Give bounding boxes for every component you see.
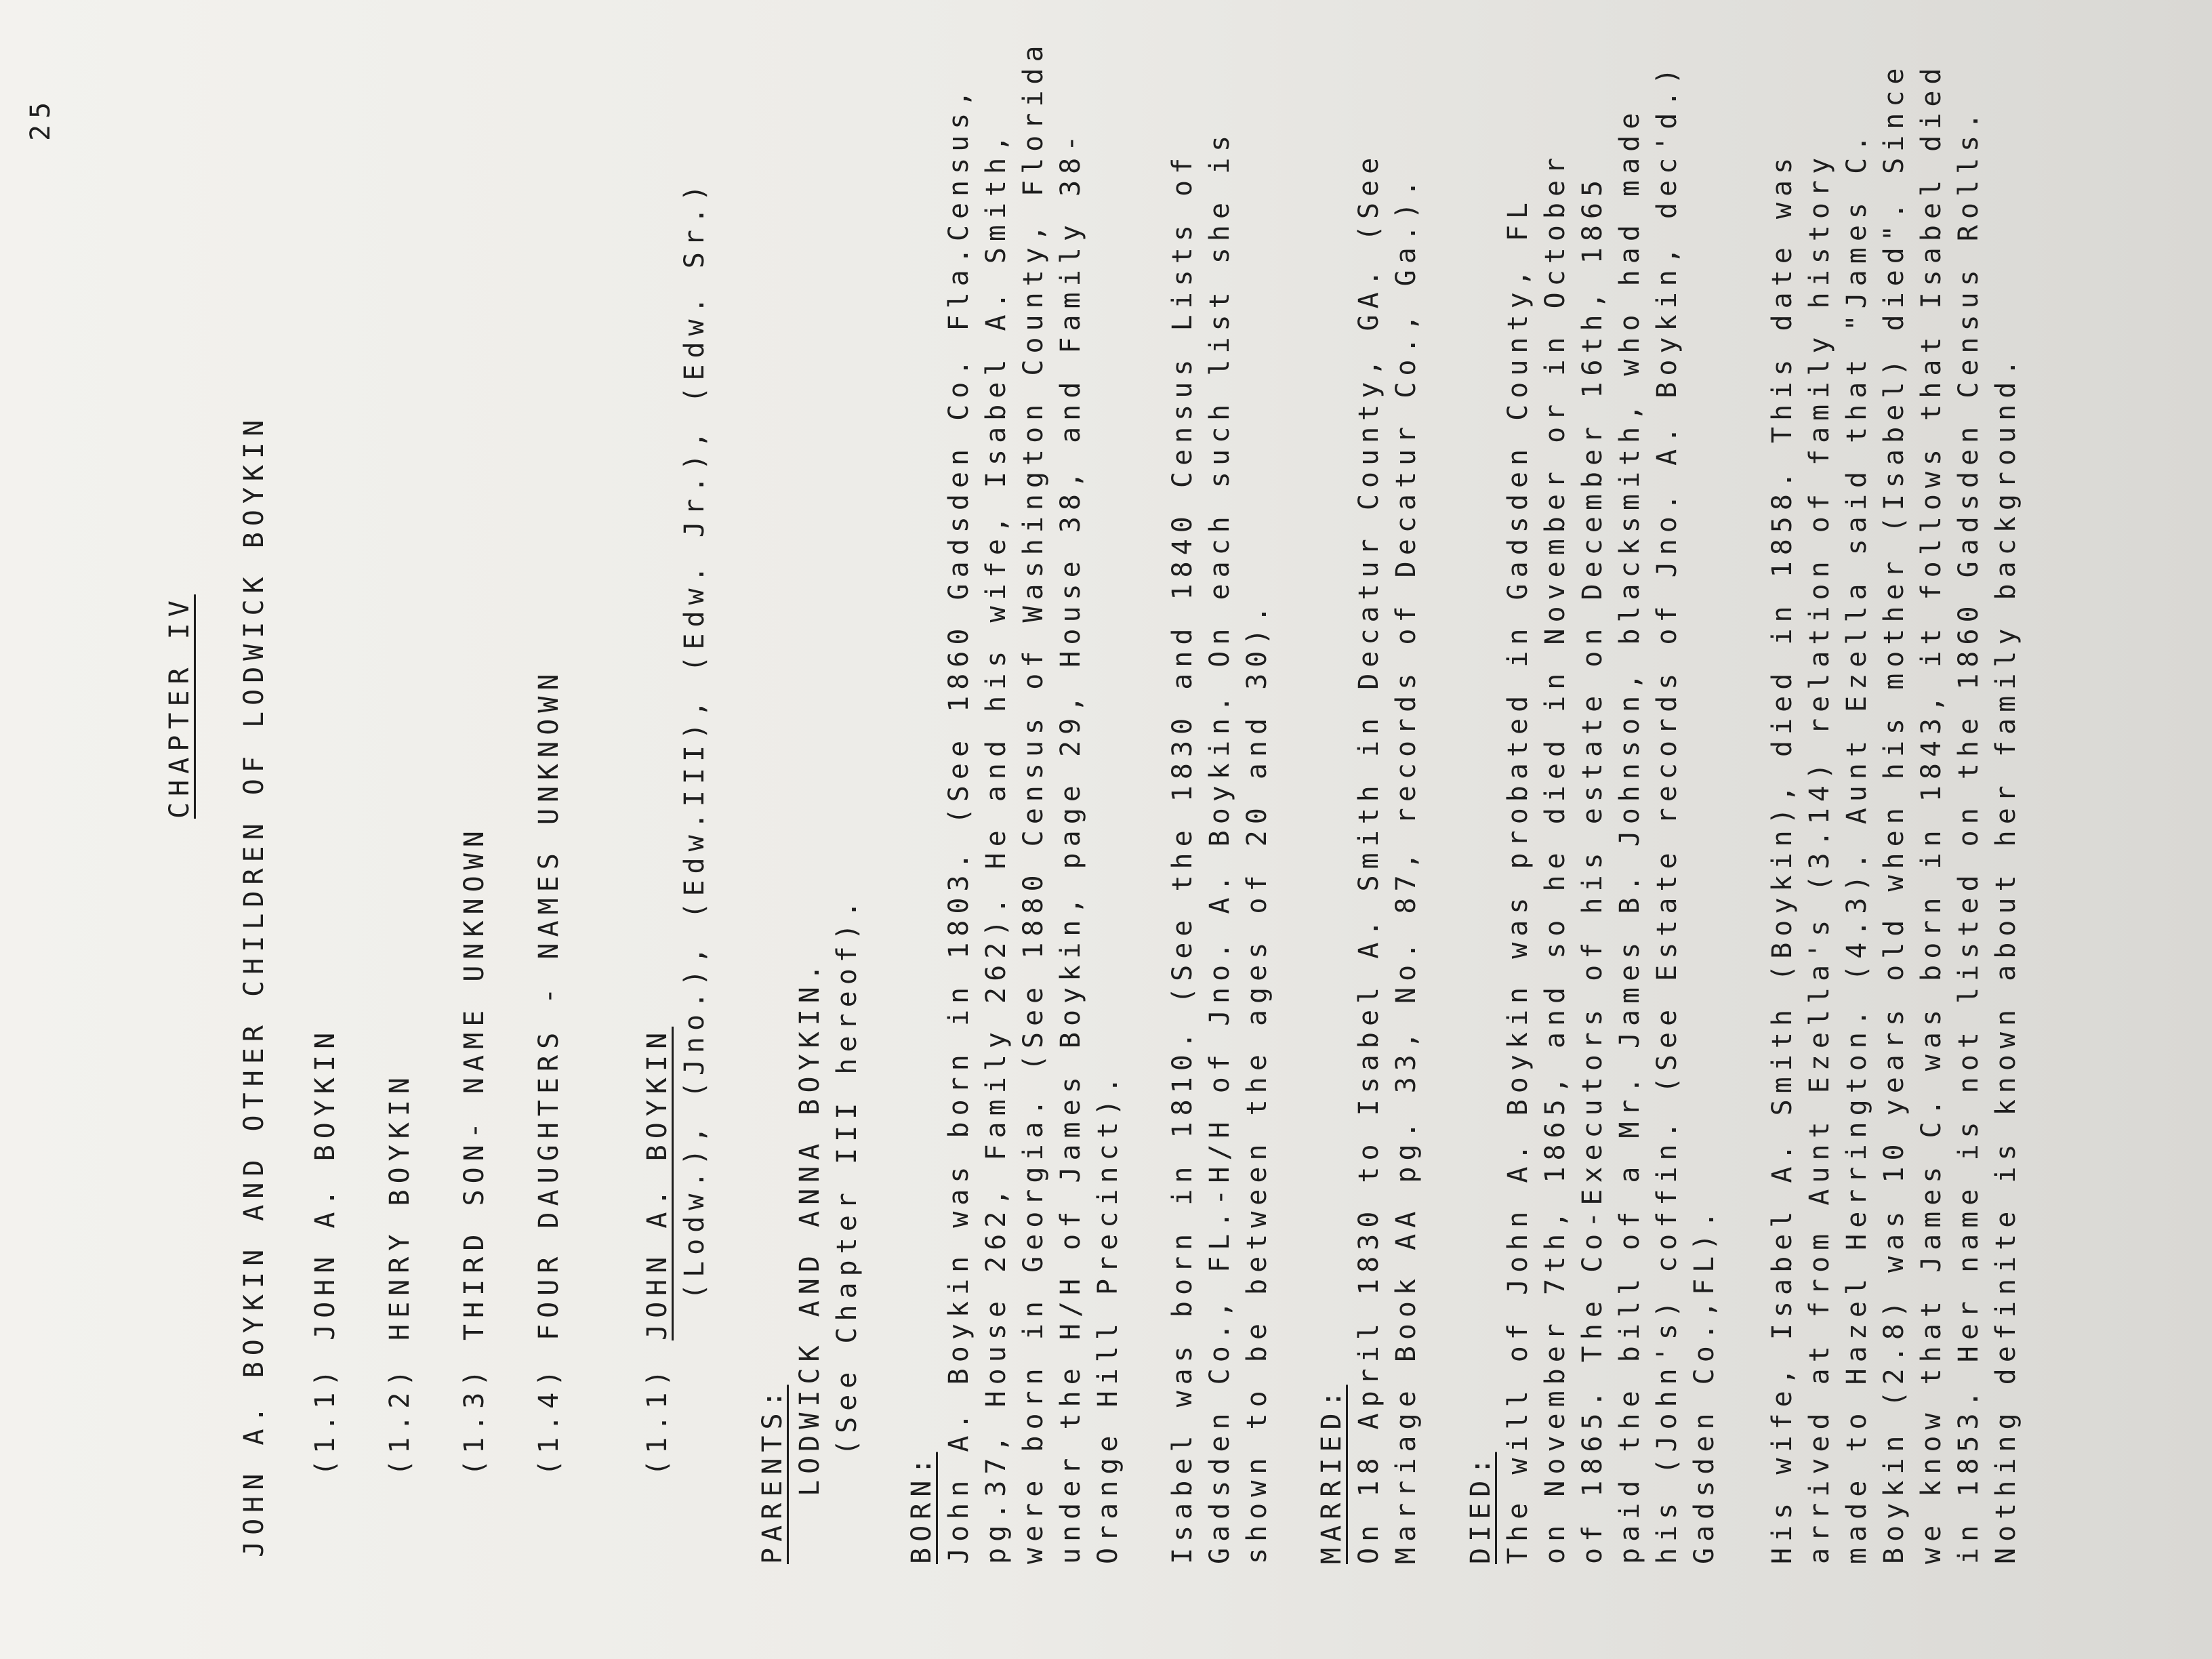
rotated-text-block <box>0 39 2022 1659</box>
married-line: Marriage Book AA pg. 33, No. 87, records of Decatur Co., Ga.). <box>1391 173 1422 1564</box>
wife-line: Boykin (2.8) was 10 years old when his mother (Isabel) died". Since <box>1879 62 1910 1564</box>
isabel-line: Isabel was born in 1810. (See the 1830 and 1840 Census Lists of <box>1167 151 1198 1564</box>
died-line: paid the bill of a Mr. James B. Johnson, blacksmith, who had made <box>1614 106 1645 1564</box>
born-line: under the H/H of James Boykin, page 29, House 38, and Family 38- <box>1055 129 1086 1564</box>
married-line: On 18 April 1830 to Isabel A. Smith in Decatur County, GA. (See <box>1353 151 1385 1564</box>
wife-line: in 1853. Her name is not listed on the 1860 Gadsden Census Rolls. <box>1953 106 1984 1564</box>
child-name: FOUR DAUGHTERS - NAMES UNKNOWN <box>533 668 565 1340</box>
born-heading: BORN: <box>906 1452 937 1564</box>
born-line: Orange Hill Precinct). <box>1092 1071 1124 1564</box>
child-name: THIRD SON- NAME UNKNOWN <box>459 825 490 1340</box>
wife-line: we know that James C. was born in 1843, it follows that Isabel died <box>1916 62 1947 1564</box>
wife-line: His wife, Isabel A. Smith (Boykin), died in 1858. This date was <box>1767 151 1798 1564</box>
died-line: Gadsden Co.,FL). <box>1689 1205 1720 1564</box>
child-name: HENRY BOYKIN <box>384 1071 415 1340</box>
died-line: on November 7th, 1865, and so he died in November or in October <box>1540 151 1571 1564</box>
married-heading: MARRIED: <box>1316 1385 1347 1564</box>
lineage-line: (Lodw.), (Jno.), (Edw.III), (Edw. Jr.), (Edw. Sr.) <box>679 178 710 1300</box>
isabel-line: Gadsden Co., FL.-H/H of Jno. A. Boykin. On each such list she is <box>1204 129 1235 1564</box>
born-line: John A. Boykin was born in 1803. (See 1860 Gadsden Co. Fla.Census, <box>943 84 975 1564</box>
child-number: (1.1) <box>310 1364 341 1476</box>
died-line: his (John's) coffin. (See Estate records of Jno. A. Boykin, dec'd.) <box>1652 62 1683 1564</box>
parents-reference: (See Chapter III hereof). <box>832 895 863 1456</box>
isabel-line: shown to be between the ages of 20 and 30). <box>1242 600 1273 1564</box>
child-number: (1.4) <box>533 1364 565 1476</box>
born-line: were born in Georgia. (See 1880 Census of Washington County, Florida <box>1018 39 1049 1564</box>
child-number: (1.2) <box>384 1364 415 1476</box>
child-number: (1.3) <box>459 1364 490 1476</box>
page-number: 25 <box>25 96 56 141</box>
died-line: of 1865. The Co-Executors of his estate on December 16th, 1865 <box>1577 173 1608 1564</box>
lineage-number: (1.1) <box>642 1364 673 1476</box>
wife-line: made to Hazel Herrington. (4.3). Aunt Ezella said that "James C. <box>1841 129 1872 1564</box>
wife-line: arrived at from Aunt Ezella's (3.14) relation of family history <box>1804 151 1835 1564</box>
chapter-heading: CHAPTER IV <box>164 594 195 819</box>
died-line: The will of John A. Boykin was probated in Gadsden County, FL <box>1502 196 1534 1564</box>
died-heading: DIED: <box>1465 1452 1496 1564</box>
lineage-name: JOHN A. BOYKIN <box>642 1026 673 1340</box>
child-name: JOHN A. BOYKIN <box>310 1026 341 1340</box>
chapter-title: JOHN A. BOYKIN AND OTHER CHILDREN OF LODWICK BOYKIN <box>239 413 270 1557</box>
born-line: pg.37, House 262, Family 262). He and his wife, Isabel A. Smith, <box>981 129 1012 1564</box>
wife-line: Nothing definite is known about her family background. <box>1990 353 2022 1564</box>
parents-names: LODWICK AND ANNA BOYKIN. <box>794 958 825 1496</box>
parents-heading: PARENTS: <box>757 1385 788 1564</box>
